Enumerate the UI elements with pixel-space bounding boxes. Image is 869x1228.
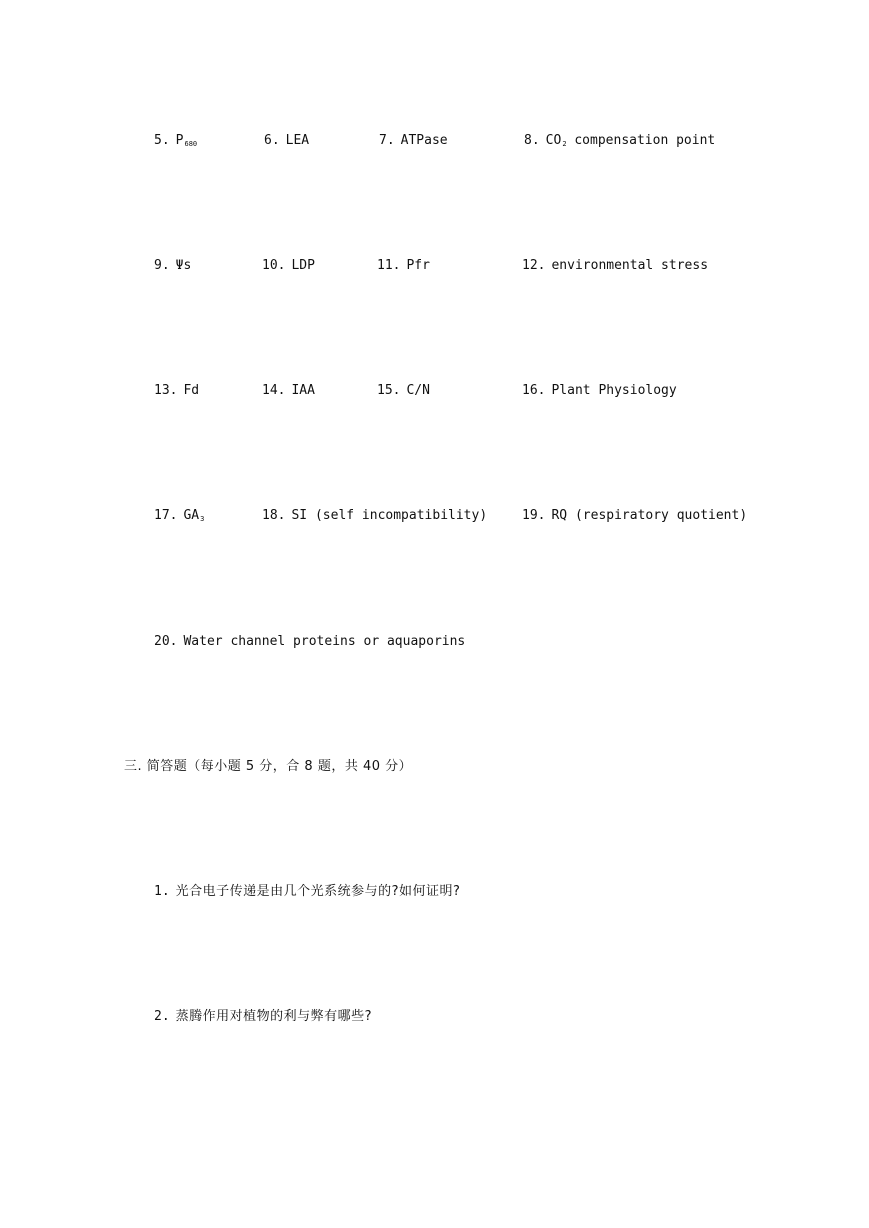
term-number: 9. [154, 258, 170, 273]
term-subscript: 3 [200, 515, 205, 523]
term-text: RQ (respiratory quotient) [551, 508, 748, 523]
term-number: 16. [522, 383, 546, 398]
term-text: Water channel proteins or aquaporins [183, 634, 466, 649]
term-text: ATPase [400, 133, 448, 148]
question-text: 蒸腾作用对植物的利与弊有哪些? [175, 1009, 373, 1024]
term-text: GA [183, 508, 200, 523]
section-heading: 三. 简答题（每小题 5 分，合 8 题，共 40 分） [124, 759, 413, 774]
term-item [379, 133, 448, 149]
term-text: environmental stress [551, 258, 709, 273]
term-text: C/N [406, 383, 430, 398]
term-item [154, 508, 204, 527]
term-item [154, 258, 191, 274]
term-item [154, 383, 199, 399]
term-item [154, 133, 197, 152]
term-subscript: 2 [562, 140, 567, 148]
term-text: LDP [291, 258, 315, 273]
term-number: 20. [154, 634, 178, 649]
term-text: Ψs [175, 258, 192, 273]
term-text: Fd [183, 383, 200, 398]
term-item [264, 133, 309, 149]
term-text: P [175, 133, 184, 148]
term-item [262, 508, 487, 524]
term-item [377, 383, 430, 399]
term-text: LEA [285, 133, 310, 148]
term-item [522, 508, 747, 524]
term-number: 15. [377, 383, 401, 398]
term-item [154, 634, 465, 650]
term-number: 13. [154, 383, 178, 398]
term-number: 14. [262, 383, 286, 398]
question-item [154, 1009, 372, 1025]
question-number: 2. [154, 1009, 170, 1024]
term-text: Pfr [406, 258, 430, 273]
term-number: 11. [377, 258, 401, 273]
term-item [524, 133, 715, 152]
question-text: 光合电子传递是由几个光系统参与的?如何证明? [175, 884, 461, 899]
term-item [377, 258, 430, 274]
term-number: 18. [262, 508, 286, 523]
term-item [262, 258, 315, 274]
term-text: Plant Physiology [551, 383, 677, 398]
term-subscript: 680 [184, 140, 198, 148]
term-number: 6. [264, 133, 280, 148]
term-number: 19. [522, 508, 546, 523]
term-item [522, 258, 708, 274]
term-text-rest: compensation point [566, 133, 716, 148]
term-text: SI (self incompatibility) [291, 508, 488, 523]
term-number: 12. [522, 258, 546, 273]
term-item [522, 383, 677, 399]
term-number: 8. [524, 133, 540, 148]
term-number: 10. [262, 258, 286, 273]
term-number: 17. [154, 508, 178, 523]
question-number: 1. [154, 884, 170, 899]
term-item [262, 383, 315, 399]
term-text: CO [545, 133, 562, 148]
term-text: IAA [291, 383, 315, 398]
term-number: 5. [154, 133, 170, 148]
term-number: 7. [379, 133, 395, 148]
question-item [154, 884, 460, 900]
